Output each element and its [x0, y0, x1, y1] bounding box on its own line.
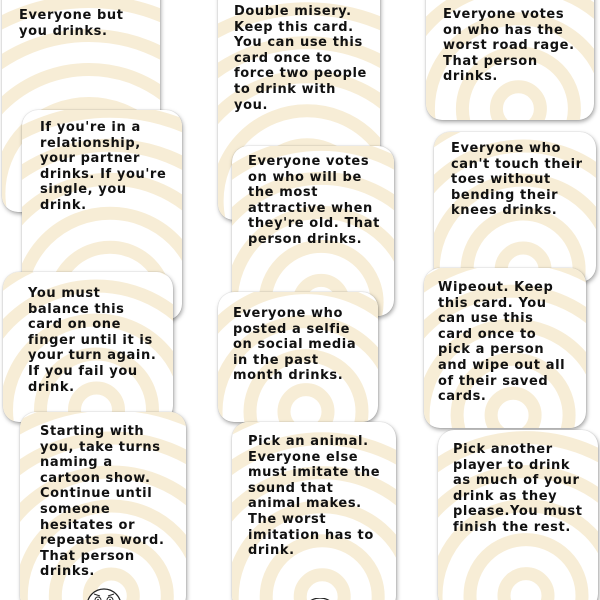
cartoon-face-icon [84, 584, 124, 600]
card-text: Everyone votes on who will be the most attractive when they're old. That person drinks. [248, 154, 380, 247]
card-text: If you're in a relationship, your partner drinks. If you're single, you drink. [40, 120, 167, 213]
card-text: Everyone who can't touch their toes without bending their knees drinks. [451, 141, 583, 219]
drinking-card [20, 412, 186, 600]
drinking-card [232, 146, 394, 316]
card-text: Starting with you, take turns naming a cartoon show. Continue until someone hesitates or repeats a word. That person drinks. [40, 424, 165, 580]
card-text: Everyone who posted a selfie on social media in the past month drinks. [233, 306, 357, 384]
drinking-card [232, 422, 396, 600]
drinking-card [3, 272, 173, 422]
drinking-card [424, 268, 586, 428]
card-text: Double misery. Keep this card. You can use this card once to force two people to drink with you. [234, 4, 367, 113]
drinking-card [438, 430, 598, 600]
card-text: Everyone but you drinks. [19, 8, 124, 39]
card-text: You must balance this card on one finger until it is your turn again. If you fail you drink. [28, 286, 157, 395]
card-text: Pick an animal. Everyone else must imitate the sound that animal makes. The worst imitation has to drink. [248, 434, 381, 559]
card-text: Pick another player to drink as much of your drink as they please.You must finish the rest. [453, 442, 583, 535]
card-text: Wipeout. Keep this card. You can use this card once to pick a person and wipe out all of their saved cards. [438, 280, 566, 405]
card-text: Everyone votes on who has the worst road rage. That person drinks. [443, 7, 575, 85]
drinking-card [434, 132, 596, 282]
drinking-card [218, 292, 378, 422]
drinking-card [426, 0, 594, 120]
